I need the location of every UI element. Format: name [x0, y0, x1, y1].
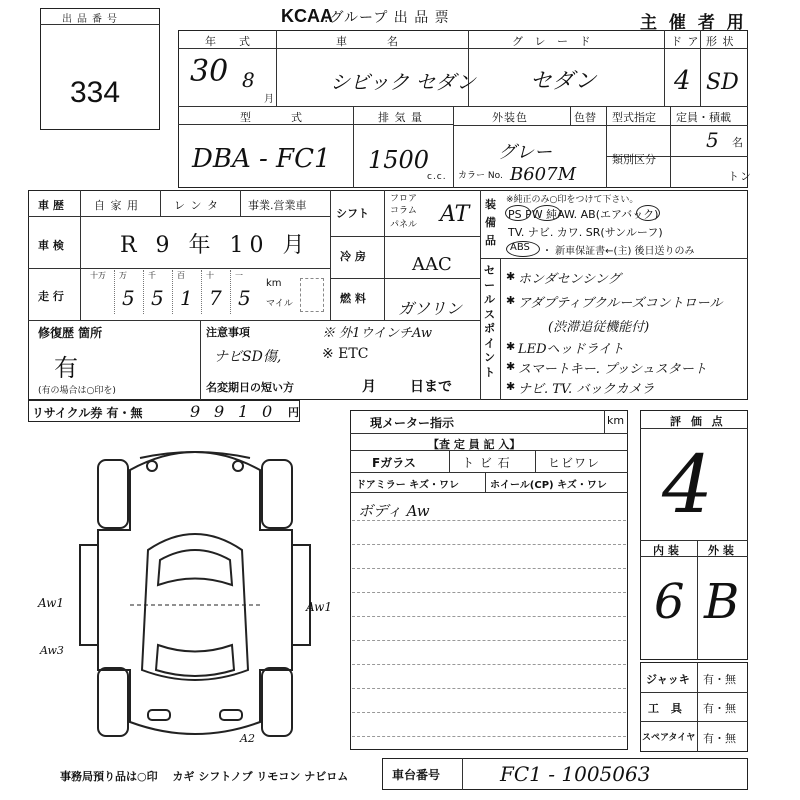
sales-point-item: (渋滞追従機能付) [548, 320, 650, 335]
lot-number-label: 出品番号 [62, 14, 122, 25]
interior-value: 6 [654, 574, 685, 630]
car-body-diagram [70, 440, 340, 750]
recycle-digit: 9 [190, 402, 201, 421]
equipment-line2: TV. ナビ. カワ. SR(サンルーフ) [508, 226, 663, 239]
month-value: 8 [242, 68, 255, 92]
score-label: 評 価 点 [670, 415, 726, 428]
recycle-digit: 9 [214, 402, 225, 421]
year-value: 30 [190, 54, 229, 89]
km-label: km [266, 278, 282, 289]
exterior-color-value: グレー [498, 142, 552, 163]
sales-point-item: ナビ. TV. バックカメラ [518, 382, 655, 397]
model-value: DBA - FC1 [192, 144, 331, 174]
notes-line3: ※ ETC [322, 346, 369, 362]
spare-label: スペアタイヤ [642, 733, 696, 743]
mileage-unit-label: 千 [148, 271, 156, 280]
shift-panel: パネル [390, 220, 418, 230]
color-change-label: 色替 [574, 111, 596, 124]
meter-ruled-line [352, 736, 626, 737]
mileage-unit-label: 一 [235, 271, 243, 280]
sales-point-bullet: ✱ [506, 360, 516, 373]
sales-point-item: アダプティブクルーズコントロール [518, 296, 723, 311]
sales-point-bullet: ✱ [506, 270, 516, 283]
tools-label: 工 具 [648, 702, 686, 715]
sales-point-bullet: ✱ [506, 380, 516, 393]
repair-note: (有の場合は○印を) [38, 386, 116, 396]
history-option-business: 事業.営業車 [248, 199, 307, 212]
shape-value: SD [706, 70, 739, 95]
doors-label: ド ア [671, 35, 700, 48]
meter-ruled-line [352, 520, 626, 521]
meter-remark: ボディ Aw [358, 502, 430, 520]
grade-value: セダン [530, 69, 597, 94]
inspection-label: 車 検 [38, 239, 64, 252]
host-label: 主 催 者 用 [640, 13, 747, 33]
doors-value: 4 [674, 66, 691, 96]
shift-column: コラム [390, 206, 417, 216]
mileage-digit: 1 [180, 286, 193, 310]
tools-yes-no: 有・無 [703, 702, 736, 715]
hibi-ware-label: ヒビワレ [548, 456, 601, 470]
grade-label: グ レ ー ド [512, 35, 595, 48]
jack-label: ジャッキ [646, 673, 690, 686]
mileage-unit-label: 万 [119, 271, 127, 280]
damage-left-front: Aw1 [38, 596, 65, 610]
ton-unit: トン [728, 170, 752, 183]
year-label: 年 式 [205, 35, 256, 48]
meter-ruled-line [352, 712, 626, 713]
interior-label: 内 装 [653, 544, 679, 557]
capacity-unit: 名 [732, 136, 744, 149]
meter-ruled-line [352, 616, 626, 617]
mileage-digit-divider [143, 270, 144, 314]
org-logo: KCAA [281, 6, 333, 26]
shift-value: AT [440, 202, 470, 227]
meter-km: km [607, 414, 625, 427]
sales-point-bullet: ✱ [506, 340, 516, 353]
meter-label: 現メーター指示 [370, 416, 455, 430]
exterior-label: 外 装 [708, 544, 734, 557]
repair-value: 有 [54, 354, 78, 382]
equipment-note: ※純正のみ○印をつけて下さい。 [506, 195, 639, 205]
shift-floor: フロア [390, 194, 418, 204]
name-change-month: 月 [362, 379, 376, 395]
mileage-unit-label: 十万 [90, 271, 106, 280]
inspection-value: R 9 年 10 月 [120, 233, 311, 258]
mileage-digit-divider [114, 270, 115, 314]
mileage-digit-divider [172, 270, 173, 314]
sales-point-item: スマートキー. プッシュスタート [518, 362, 707, 377]
spare-yes-no: 有・無 [703, 732, 736, 745]
jack-yes-no: 有・無 [703, 673, 736, 686]
displacement-value: 1500 [368, 146, 430, 174]
sales-points-label: セールスポイント [484, 264, 495, 379]
cc-label: c.c. [427, 172, 447, 182]
exterior-color-label: 外装色 [492, 111, 528, 124]
lot-number-box [40, 8, 160, 130]
damage-left-rear: Aw3 [40, 644, 64, 657]
equipment-abs: ABS [510, 242, 530, 253]
fuel-value: ガソリン [398, 299, 463, 318]
form-title: .グループ 出 品 票 [324, 10, 450, 26]
mileage-digit: 7 [209, 286, 222, 310]
name-change-label: 名変期日の短い方 [206, 381, 294, 394]
capacity-label: 定員・積載 [676, 111, 731, 124]
mileage-digit: 5 [122, 286, 135, 310]
mile-checkbox [300, 278, 324, 312]
mileage-digit-divider [230, 270, 231, 314]
fuel-label: 燃 料 [340, 292, 366, 305]
notes-line2: ナビSD傷, [214, 349, 282, 365]
mileage-digit-divider [201, 270, 202, 314]
sales-point-bullet: ✱ [506, 294, 516, 307]
exterior-value: B [704, 574, 740, 630]
meter-ruled-line [352, 664, 626, 665]
recycle-label: リサイクル券 有・無 [32, 406, 143, 420]
recycle-digit: 0 [262, 402, 273, 421]
mileage-digit: 5 [238, 286, 251, 310]
repair-label: 修復歴 箇所 [38, 326, 103, 340]
inspector-header: 【査 定 員 記 入】 [428, 438, 521, 451]
ac-value: AAC [412, 254, 452, 275]
notes-label: 注意事項 [206, 326, 250, 339]
history-option-rental: レ ン タ [174, 199, 219, 212]
color-no-label: カラー No. [458, 171, 503, 181]
model-label: 型 式 [240, 111, 308, 124]
capacity-value: 5 [706, 128, 719, 152]
ac-label: 冷 房 [340, 250, 366, 263]
meter-ruled-line [352, 688, 626, 689]
meter-ruled-line [352, 592, 626, 593]
wheel-label: ホイール(CP) キズ・ワレ [490, 480, 607, 491]
damage-bottom: A2 [240, 732, 255, 745]
car-name-value: シビック セダン [330, 70, 476, 94]
meter-ruled-line [352, 640, 626, 641]
door-mirror-label: ドアミラー キズ・ワレ [356, 480, 459, 491]
sales-point-item: LEDヘッドライト [518, 342, 625, 357]
type-designation-label: 型式指定 [612, 111, 656, 124]
office-items: 事務局預り品は○印 カギ シフトノブ リモコン ナビロム [60, 770, 349, 783]
chassis-label: 車台番号 [392, 768, 441, 782]
mileage-digit: 5 [151, 286, 164, 310]
name-change-day: 日まで [410, 379, 452, 395]
score-value: 4 [662, 438, 713, 531]
notes-line1: ※ 外1ウインチAw [322, 326, 432, 341]
equipment-label: 装 備 品 [485, 198, 496, 247]
month-suffix: 月 [264, 94, 275, 105]
shift-label: シフト [336, 207, 369, 220]
displacement-label: 排 気 量 [378, 111, 423, 124]
mile-label: マイル [266, 299, 293, 309]
mileage-unit-label: 十 [206, 271, 214, 280]
meter-ruled-line [352, 544, 626, 545]
shape-label: 形 状 [706, 35, 735, 48]
sales-point-item: ホンダセンシング [518, 272, 621, 287]
f-glass-label: Fガラス [372, 456, 416, 470]
mileage-label: 走 行 [38, 290, 64, 303]
history-option-private: 自 家 用 [94, 199, 139, 212]
chassis-value: FC1 - 1005063 [500, 762, 651, 786]
lot-number: 334 [70, 76, 121, 109]
tobi-ishi-label: ト ビ 石 [462, 456, 511, 470]
meter-ruled-line [352, 568, 626, 569]
recycle-yen: 円 [288, 406, 299, 419]
class-label: 類別区分 [612, 153, 656, 166]
mileage-unit-label: 百 [177, 271, 185, 280]
equipment-line1: PS PW 純AW. AB(エアバック) [508, 208, 659, 221]
car-name-label: 車 名 [336, 35, 404, 48]
equipment-line3: ・ 新車保証書←(主) 後日送りのみ [542, 246, 695, 257]
recycle-digit: 1 [238, 402, 249, 421]
color-no-value: B607M [510, 164, 577, 185]
history-label: 車 歴 [38, 199, 64, 212]
damage-right: Aw1 [306, 600, 333, 614]
